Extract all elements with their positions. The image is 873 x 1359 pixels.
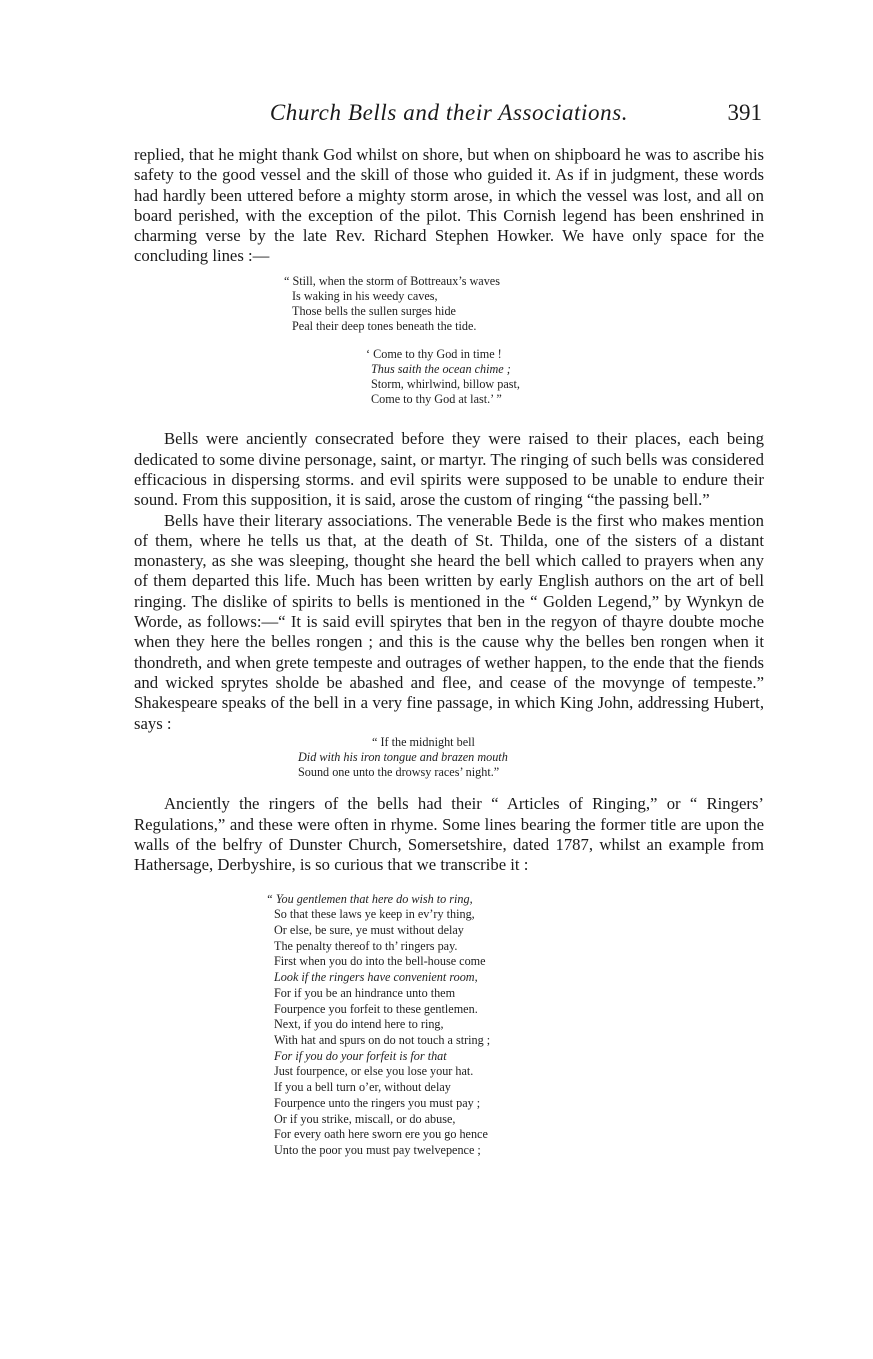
paragraph-consecration: Bells were anciently consecrated before they were raised to their places, each being dedicated to some divine personage, saint, or martyr. The ringing of such bells was considered efficacious in dispersing storms. and evil spirits were supposed to be unable to endure their sound. From this supposition, it is said, arose the custom of ringing “the passing bell.” (134, 429, 764, 510)
verse-line: “ If the midnight bell (372, 734, 475, 749)
verse-line: Or else, be sure, ye must without delay (274, 923, 464, 938)
paragraph-literary-associations: Bells have their literary associations. The venerable Bede is the first who makes mention of them, where he tells us that, at the death of St. Thilda, one of the sisters of a distant monastery, as she was sleeping, thought she heard the bell which called to prayers when any of them departed this life. Much has been written by early English authors on the art of bell ringing. The dislike of spirits to bells is mentioned in the “ Golden Legend,” by Wynkyn de Worde, as follows:—“ It is said evill spirytes that ben in the regyon of thayre doubte moche when they here the belles rongen ; and this is the cause why the belles ben rongen when it thondreth, and when grete tempeste and outrages of wether happen, to the ende that the fiends and wicked sprytes sholde be abashed and flee, and cease of the movynge of tempeste.” Shakespeare speaks of the bell in a very fine passage, in which King John, addressing Hubert, says : (134, 510, 764, 733)
verse-line: Storm, whirlwind, billow past, (371, 377, 520, 391)
verse-line: First when you do into the bell-house come (274, 954, 486, 969)
verse-line: Sound one unto the drowsy races’ night.” (298, 765, 500, 780)
verse-line: “ You gentlemen that here do wish to ring, (266, 891, 473, 906)
verse-line: With hat and spurs on do not touch a string ; (274, 1032, 491, 1047)
verse-line: So that these laws ye keep in ev’ry thing, (274, 907, 475, 922)
verse-line: Fourpence unto the ringers you must pay ; (274, 1095, 481, 1110)
verse-line: Unto the poor you must pay twelvepence ; (274, 1142, 481, 1157)
verse-shakespeare (298, 735, 764, 781)
paragraph-cornish-legend: replied, that he might thank God whilst on shore, but when on shipboard he was to ascribe his safety to the good vessel and the skill of those who guided it. As if in judgment, these words had hardly been uttered before a mighty storm arose, in which the vessel was lost, and all on board perished, with the exception of the pilot. This Cornish legend has been enshrined in charming verse by the late Rev. Richard Stephen Howker. We have only space for the concluding lines :— (134, 145, 764, 266)
verse-line: Peal their deep tones beneath the tide. (292, 319, 477, 334)
verse-line: “ Still, when the storm of Bottreaux’s waves (284, 273, 500, 288)
verse-ringers-regulations (266, 892, 764, 1159)
verse-line: Next, if you do intend here to ring, (274, 1017, 444, 1032)
verse-line: Those bells the sullen surges hide (292, 304, 456, 319)
verse-hawker-stanza-1 (284, 274, 764, 335)
verse-hawker-stanza-2 (366, 347, 764, 408)
verse-line: ‘ Come to thy God in time ! (366, 346, 502, 361)
verse-line: Thus saith the ocean chime ; (371, 361, 511, 376)
verse-line: For if you do your forfeit is for that (274, 1048, 447, 1063)
verse-line: Look if the ringers have convenient room, (274, 970, 478, 985)
page-body (134, 145, 764, 1159)
verse-line: Did with his iron tongue and brazen mouth (298, 750, 508, 765)
page-number: 391 (727, 100, 762, 125)
verse-line: Come to thy God at last.’ ” (371, 392, 502, 407)
paragraph-articles-of-ringing: Anciently the ringers of the bells had their “ Articles of Ringing,” or “ Ringers’ Regulations,” and these were often in rhyme. Some lines bearing the former title are upon the walls of the belfry of Dunster Church, Somersetshire, dated 1787, whilst an example from Hathersage, Derbyshire, is so curious that we transcribe it : (134, 794, 764, 875)
verse-line: The penalty thereof to th’ ringers pay. (274, 938, 458, 953)
verse-line: Or if you strike, miscall, or do abuse, (274, 1111, 456, 1126)
verse-line: If you a bell turn o’er, without delay (274, 1080, 451, 1095)
running-title: Church Bells and their Associations. (269, 100, 629, 125)
verse-line: Just fourpence, or else you lose your hat. (274, 1064, 474, 1079)
verse-line: For if you be an hindrance unto them (274, 985, 456, 1000)
verse-line: Fourpence you forfeit to these gentlemen. (274, 1001, 478, 1016)
page-header (134, 100, 764, 136)
verse-line: For every oath here sworn ere you go hence (274, 1127, 488, 1142)
verse-line: Is waking in his weedy caves, (292, 288, 438, 303)
